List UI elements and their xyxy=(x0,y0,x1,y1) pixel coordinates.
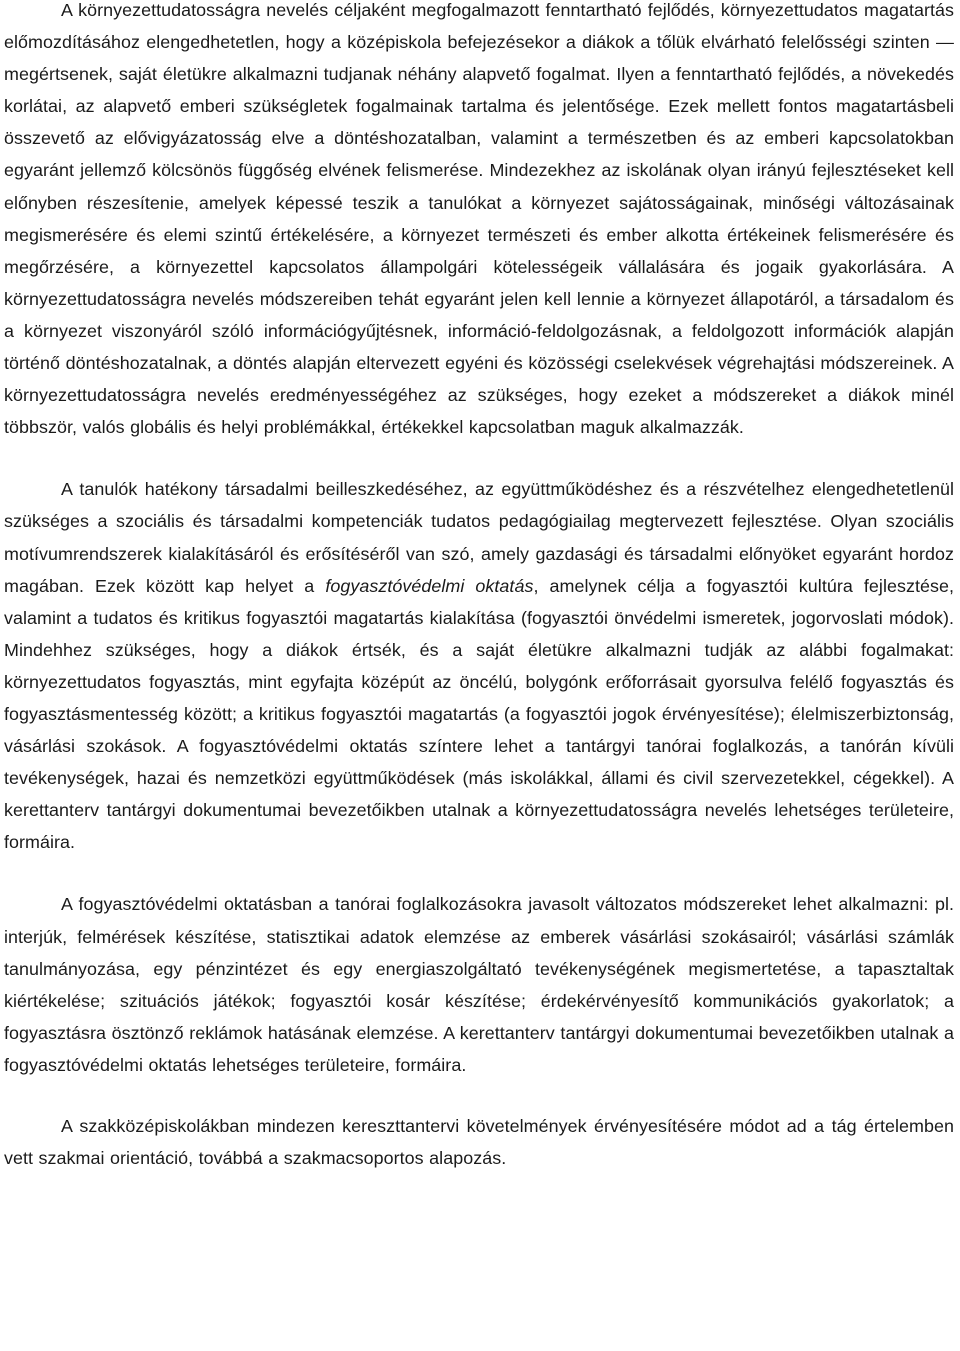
paragraph-consumer-protection xyxy=(4,473,954,858)
paragraph-teaching-methods: A fogyasztóvédelmi oktatásban a tanórai foglalkozásokra javasolt változatos módszereket lehet alkalmazni: pl. interjúk, felmérések készítése, statisztikai adatok elemzése az emberek vásárlási szokásairól; vásárlási számlák tanulmányozása, egy pénzintézet és egy energiaszolgáltató tevékenységének megismertetése, a tapasztaltak kiértékelése; szituációs játékok; fogyasztói kosár készítése; érdekérvényesítő kommunikációs gyakorlatok; a fogyasztásra ösztönző reklámok hatásának elemzése. A kerettanterv tantárgyi dokumentumai bevezetőikben utalnak a fogyasztóvédelmi oktatás lehetséges területeire, formáira. xyxy=(4,894,954,1075)
emphasized-term: fogyasztóvédelmi oktatás xyxy=(325,575,534,596)
paragraph-text-before: A tanulók hatékony társadalmi beilleszkedéséhez, az együttműködéshez és a részvételhez elengedhetetlenül szükséges a szociális és társadalmi kompetenciák tudatos pedagógiailag megtervezett fejlesztése. Olyan szociális motívumrendszerek kialakításáról és erősítéséről van szó, amely gazdasági és társadalmi előnyöket egyaránt hordoz magában. Ezek között kap helyet a xyxy=(4,479,954,596)
paragraph-text-after: , amelynek célja a fogyasztói kultúra fejlesztése, valamint a tudatos és kritikus fogyasztói magatartás kialakítása (fogyasztói önvédelmi ismeretek, jogorvoslati módok). Mindehhez szükséges, hogy a diákok értsék, és a saját életükre alkalmazni tudják az alábbi fogalmakat: környezettudatos fogyasztás, mint egyfajta középút az öncélú, bolygónk erőforrásait gyorsulva felélő fogyasztás és fogyasztásmentesség között; a kritikus fogyasztói magatartás (a fogyasztói jogok érvényesítése); élelmiszerbiztonság, vásárlási szokások. A fogyasztóvédelmi oktatás színtere lehet a tantárgyi tanórai foglalkozás, a tanórán kívüli tevékenységek, hazai és nemzetközi együttműködések (más iskolákkal, állami és civil szervezetekkel, cégekkel). A kerettanterv tantárgyi dokumentumai bevezetőikben utalnak a környezettudatosságra nevelés lehetséges területeire, formáira. xyxy=(4,575,955,853)
paragraph-vocational-schools: A szakközépiskolákban mindezen kereszttantervi követelmények érvényesítésére módot ad a tág értelemben vett szakmai orientáció, továbbá a szakmacsoportos alapozás. xyxy=(4,1116,954,1169)
paragraph-environmental-awareness: A környezettudatosságra nevelés céljaként megfogalmazott fenntartható fejlődés, környezettudatos magatartás előmozdításához elengedhetetlen, hogy a középiskola befejezésekor a diákok a tőlük elvárható felelősségi szinten — megértsenek, saját életükre alkalmazni tudjanak néhány alapvető fogalmat. Ilyen a fenntartható fejlődés, a növekedés korlátai, az alapvető emberi szükségletek fogalmainak tartalma és jelentősége. Ezek mellett fontos magatartásbeli összevető az elővigyázatosság elve a döntéshozatalban, valamint a természetben és az emberi kapcsolatokban egyaránt jellemző kölcsönös függőség elvének felismerése. Mindezekhez az iskolának olyan irányú fejlesztéseket kell előnyben részesítenie, amelyek képessé teszik a tanulókat a környezet sajátosságainak, minőségi változásainak megismerésére és elemi szintű értékelésére, a környezet természeti és ember alkotta értékeinek felismerésére és megőrzésére, a környezettel kapcsolatos állampolgári kötelességeik vállalására és jogaik gyakorlására. A környezettudatosságra nevelés módszereiben tehát egyaránt jelen kell lennie a környezet állapotáról, a társadalom és a környezet viszonyáról szóló információgyűjtésnek, információ-feldolgozásnak, a feldolgozott információk alapján történő döntéshozatalnak, a döntés alapján eltervezett egyéni és közösségi cselekvések végrehajtási módszereinek. A környezettudatosságra nevelés eredményességéhez az szükséges, hogy ezeket a módszereket a diákok minél többször, valós globális és helyi problémákkal, értékekkel kapcsolatban maguk alkalmazzák. xyxy=(4,0,954,438)
